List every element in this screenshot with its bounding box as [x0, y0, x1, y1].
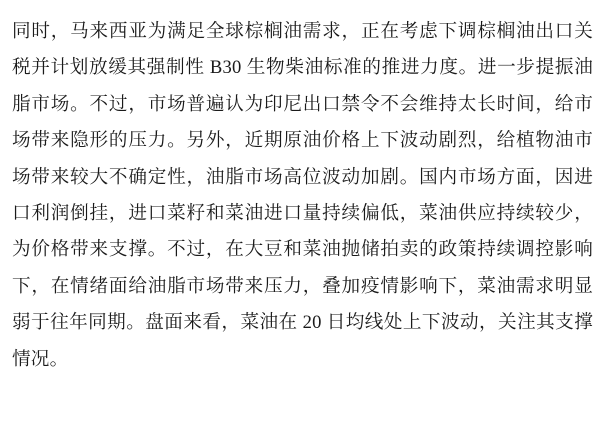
body-paragraph: 同时，马来西亚为满足全球棕榈油需求，正在考虑下调棕榈油出口关税并计划放缓其强制性 B30 生物柴油标准的推进力度。进一步提振油脂市场。不过，市场普遍认为印尼出口禁令不会维持太长时间，给市场带来隐形的压力。另外，近期原油价格上下波动剧烈，给植物油市场带来较大不确定性，油脂市场高位波动加剧。国内市场方面，因进口利润倒挂，进口菜籽和菜油进口量持续偏低，菜油供应持续较少，为价格带来支撑。不过，在大豆和菜油抛储拍卖的政策持续调控影响下，在情绪面给油脂市场带来压力，叠加疫情影响下，菜油需求明显弱于往年同期。盘面来看，菜油在 20 日均线处上下波动，关注其支撑情况。 — [12, 21, 593, 370]
